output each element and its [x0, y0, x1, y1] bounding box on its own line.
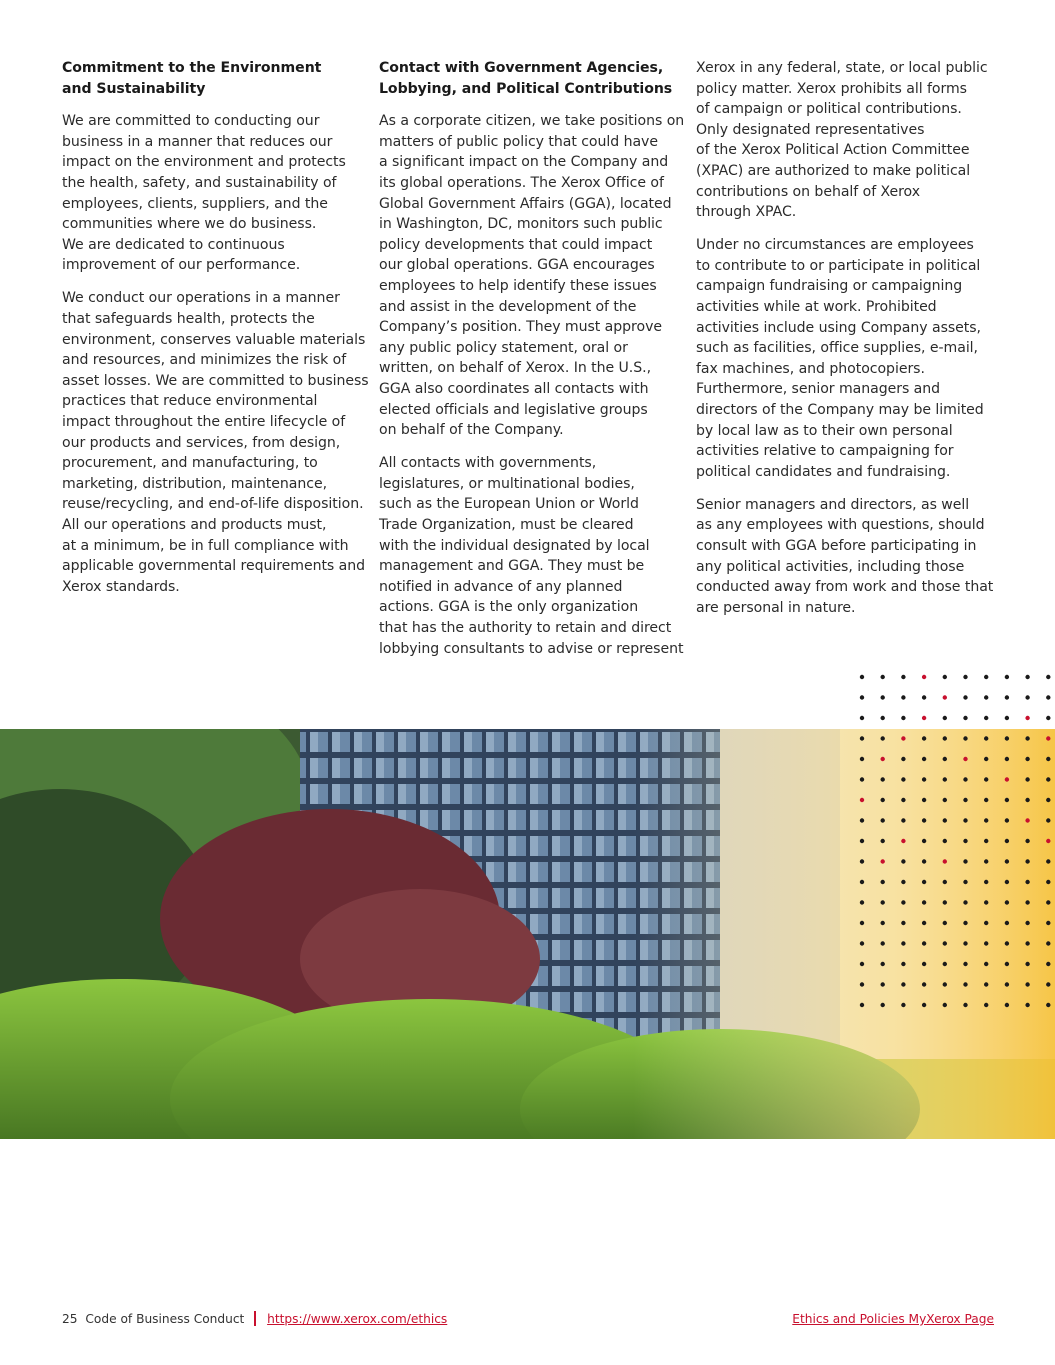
grid-dot [943, 675, 947, 679]
grid-dot [943, 716, 947, 720]
grid-dot [860, 716, 864, 720]
ethics-policies-link[interactable]: Ethics and Policies MyXerox Page [792, 1312, 994, 1326]
grid-dot [901, 716, 905, 720]
paragraph: We conduct our operations in a manner that safeguards health, protects the environment, conserves valuable materials and resources, and minimizes the risk of asset losses. We are committed to business practices that reduce environmental impact throughout the entire lifecycle of our products and services, from design, procurement, and manufacturing, to marketing, distribution, maintenance, reuse/recycling, and end-of-life disposition. All our operations and products must, at a minimum, be in full compliance with applicable governmental requirements and Xerox standards. [62, 290, 369, 595]
grid-dot [922, 716, 926, 720]
grid-dot [984, 716, 988, 720]
grid-dot [922, 695, 926, 699]
grid-dot [901, 675, 905, 679]
grid-dot [922, 675, 926, 679]
section-heading-government: Contact with Government Agencies, Lobbying, and Political Contributions [379, 60, 673, 97]
grid-dot [1005, 695, 1009, 699]
grid-dot [963, 695, 967, 699]
grid-dot [881, 695, 885, 699]
office-building-greenery-photo [0, 729, 1055, 1139]
document-title: Code of Business Conduct [85, 1312, 245, 1326]
grid-dot [860, 695, 864, 699]
grid-dot [860, 675, 864, 679]
grid-dot [1046, 695, 1050, 699]
page-number: 25 [62, 1312, 78, 1326]
photo-illustration [0, 729, 1055, 1139]
grid-dot [901, 695, 905, 699]
paragraph: Xerox in any federal, state, or local public policy matter. Xerox prohibits all forms of campaign or political contributions. Only designated representatives of the Xerox Political Action Committee (XPAC) are authorized to make political contributions on behalf of Xerox through XPAC. [696, 60, 988, 221]
grid-dot [881, 716, 885, 720]
grid-dot [881, 675, 885, 679]
grid-dot [963, 675, 967, 679]
grid-dot [1046, 675, 1050, 679]
column-political-contributions [696, 58, 996, 631]
column-government-contact [379, 58, 685, 672]
column-environment [62, 58, 369, 610]
footer-divider [254, 1311, 256, 1326]
paragraph: We are committed to conducting our business in a manner that reduces our impact on the environment and protects the health, safety, and sustainability of employees, clients, suppliers, and the communities where we do business. We are dedicated to continuous improvement of our performance. [62, 113, 346, 274]
grid-dot [963, 716, 967, 720]
grid-dot [984, 675, 988, 679]
paragraph: Senior managers and directors, as well as any employees with questions, should consult with GGA before participating in any political activities, including those conducted away from work and those that are personal in nature. [696, 496, 994, 616]
grid-dot [943, 695, 947, 699]
ethics-url-link[interactable]: https://www.xerox.com/ethics [267, 1312, 448, 1326]
paragraph: All contacts with governments, legislatures, or multinational bodies, such as the European Union or World Trade Organization, must be cleared with the individual designated by local management and GGA. They must be notified in advance of any planned actions. GGA is the only organization that has the authority to retain and direct lobbying consultants to advise or represent [379, 455, 684, 657]
section-heading-environment: Commitment to the Environment and Sustainability [62, 60, 322, 97]
grid-dot [984, 695, 988, 699]
grid-dot [1025, 716, 1029, 720]
paragraph: As a corporate citizen, we take positions on matters of public policy that could have a significant impact on the Company and its global operations. The Xerox Office of Global Government Affairs (GGA), located in Washington, DC, monitors such public policy developments that could impact our global operations. GGA encourages employees to help identify these issues and assist in the development of the Company’s position. They must approve any public policy statement, oral or written, on behalf of Xerox. In the U.S., GGA also coordinates all contacts with elected officials and legislative groups on behalf of the Company. [379, 113, 685, 439]
grid-dot [1025, 675, 1029, 679]
grid-dot [1005, 675, 1009, 679]
page-footer [62, 1310, 994, 1330]
grid-dot [1046, 716, 1050, 720]
grid-dot [1025, 695, 1029, 699]
grid-dot [1005, 716, 1009, 720]
paragraph: Under no circumstances are employees to contribute to or participate in political campaign fundraising or campaigning activities while at work. Prohibited activities include using Company assets, such as facilities, office supplies, e-mail, fax machines, and photocopiers. Furthermore, senior managers and directors of the Company may be limited by local law as to their own personal activities relative to campaigning for political candidates and fundraising. [696, 237, 984, 480]
